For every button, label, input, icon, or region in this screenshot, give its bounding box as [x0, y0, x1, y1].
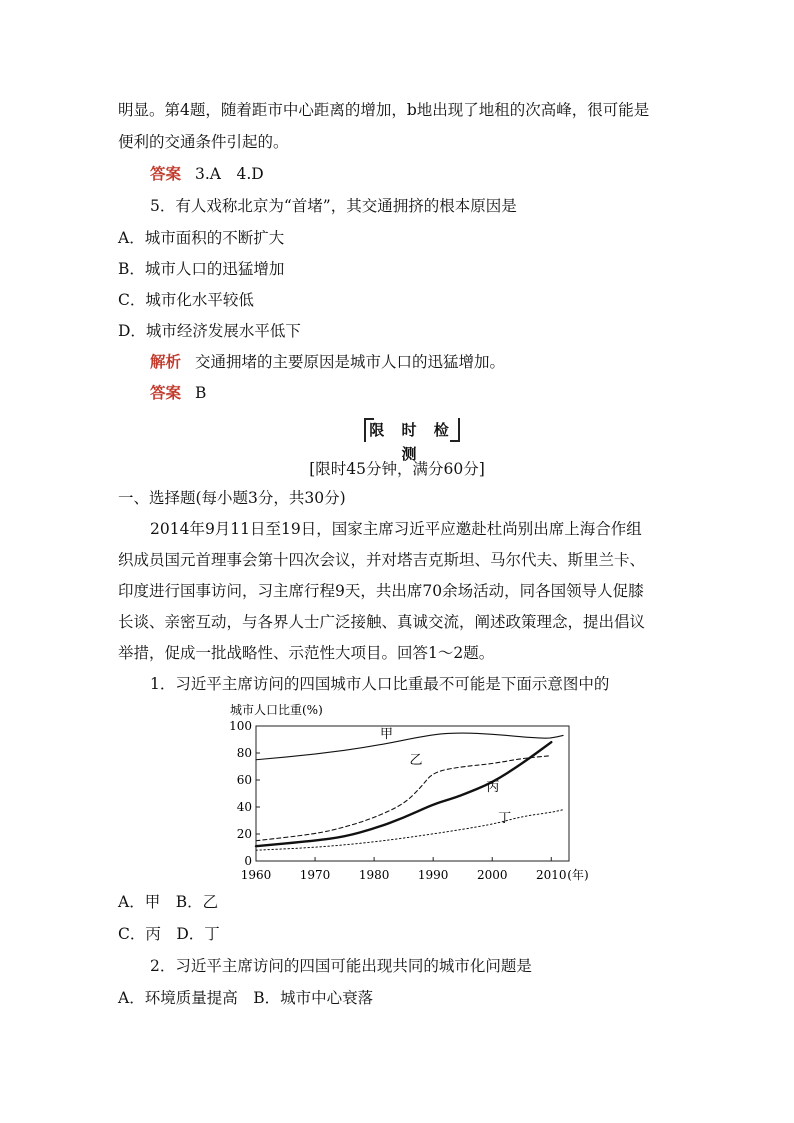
q5-analysis [150, 352, 505, 372]
part-one-heading: 一、选择题(每小题3分，共30分) [118, 489, 346, 507]
analysis-text: 交通拥堵的主要原因是城市人口的迅猛增加。 [195, 353, 506, 371]
q1-options-ab: A．甲 B．乙 [118, 893, 219, 911]
section-title-box [364, 418, 460, 463]
x-axis-unit: (年) [567, 868, 589, 882]
q5-answer [150, 383, 206, 403]
intro-line-2: 便利的交通条件引起的。 [118, 133, 289, 151]
answer-label: 答案 [150, 164, 182, 183]
q5-option-b: B．城市人口的迅猛增加 [118, 260, 285, 278]
series-line-2 [256, 756, 551, 841]
answer-text: 3.A 4.D [195, 165, 264, 183]
series-label: 丙 [486, 779, 500, 795]
y-tick-label: 100 [229, 719, 252, 733]
q1-stem: 1．习近平主席访问的四国城市人口比重最不可能是下面示意图中的 [150, 675, 610, 693]
passage-line-4: 长谈、亲密互动，与各界人士广泛接触、真诚交流，阐述政策理念，提出倡议 [118, 613, 646, 631]
analysis-label: 解析 [150, 352, 182, 371]
q5-option-c: C．城市化水平较低 [118, 291, 254, 309]
x-tick-label: 2000 [476, 868, 508, 882]
x-tick-label: 1970 [299, 868, 331, 882]
passage-line-5: 举措，促成一批战略性、示范性大项目。回答1～2题。 [118, 644, 495, 662]
intro-answer [150, 164, 264, 184]
x-tick-label: 1980 [358, 868, 390, 882]
y-tick-label: 20 [236, 827, 252, 841]
y-tick-label: 80 [236, 746, 252, 760]
series-line-3 [256, 742, 551, 846]
time-limit: [限时45分钟，满分60分] [309, 460, 485, 478]
passage-line-3: 印度进行国事访问，习主席行程9天，共出席70余场活动，同各国领导人促膝 [118, 582, 644, 600]
q1-options-cd: C．丙 D．丁 [118, 925, 220, 943]
q2-stem: 2．习近平主席访问的四国可能出现共同的城市化问题是 [150, 957, 532, 975]
series-label: 丁 [498, 810, 512, 826]
x-tick-label: 1960 [240, 868, 272, 882]
urbanization-line-chart [218, 700, 618, 890]
y-tick-label: 40 [236, 800, 252, 814]
q2-options-ab: A．环境质量提高 B．城市中心衰落 [118, 989, 374, 1007]
q5-option-d: D．城市经济发展水平低下 [118, 322, 301, 340]
q5-option-a: A．城市面积的不断扩大 [118, 229, 285, 247]
x-tick-label: 2010 [536, 868, 567, 882]
y-axis-label: 城市人口比重(%) [230, 703, 323, 717]
y-tick-label: 0 [244, 854, 252, 868]
q5-stem: 5．有人戏称北京为“首堵”，其交通拥挤的根本原因是 [150, 197, 517, 215]
answer-label: 答案 [150, 383, 182, 402]
passage-line-2: 织成员国元首理事会第十四次会议，并对塔吉克斯坦、马尔代夫、斯里兰卡、 [118, 551, 646, 569]
passage-line-1: 2014年9月11日至19日，国家主席习近平应邀赴杜尚别出席上海合作组 [150, 520, 642, 538]
series-label: 甲 [380, 727, 394, 743]
intro-line-1: 明显。第4题，随着距市中心距离的增加，b地出现了地租的次高峰，很可能是 [118, 101, 650, 119]
y-tick-label: 60 [236, 773, 252, 787]
answer-text: B [195, 384, 207, 402]
x-tick-label: 1990 [417, 868, 449, 882]
section-title: 限 时 检 测 [369, 421, 455, 463]
series-label: 乙 [409, 752, 423, 768]
